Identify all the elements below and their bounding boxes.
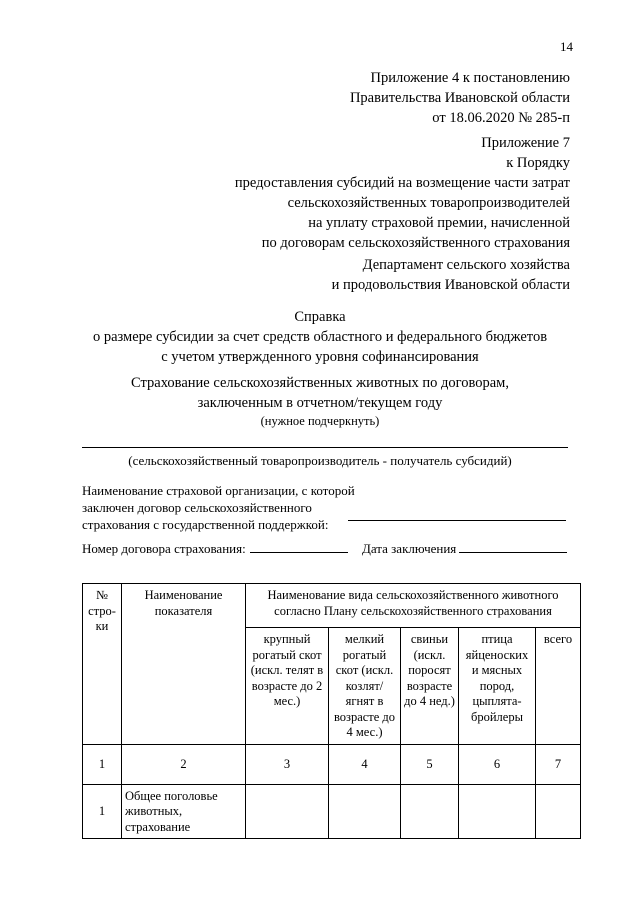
- header-row-number: № стро-ки: [83, 584, 122, 745]
- insurer-label-line: страхования с государственной поддержкой:: [82, 517, 329, 532]
- department-block: [332, 255, 570, 295]
- row-number: 1: [83, 784, 122, 839]
- table-cell[interactable]: [401, 784, 459, 839]
- appendix7-line: сельскохозяйственных товаропроизводителей: [287, 195, 570, 211]
- insurer-label: [82, 482, 355, 533]
- document-subtitle: [0, 373, 640, 429]
- appendix4-line: Приложение 4 к постановлению: [370, 70, 570, 86]
- producer-caption: (сельскохозяйственный товаропроизводитель - получатель субсидий): [128, 453, 512, 468]
- appendix4-line: от 18.06.2020 № 285-п: [432, 110, 570, 126]
- appendix4-line: Правительства Ивановской области: [349, 90, 570, 106]
- header-poultry: птица яйценоских и мясных пород, цыплята-бройлеры: [459, 628, 536, 745]
- appendix4-block: [350, 68, 570, 128]
- appendix7-block: [235, 133, 570, 253]
- row-label: Общее поголовье животных, страхование: [122, 784, 246, 839]
- page-number: 14: [560, 39, 573, 54]
- header-animal-kind: Наименование вида сельскохозяйственного животного согласно Плану сельскохозяйственного страхования: [246, 584, 581, 628]
- column-number: 5: [401, 744, 459, 784]
- document-title: [0, 307, 640, 367]
- subtitle-note: (нужное подчеркнуть): [260, 414, 380, 428]
- column-number: 4: [329, 744, 401, 784]
- appendix7-line: предоставления субсидий на возмещение части затрат: [234, 175, 570, 191]
- header-indicator: Наименование показателя: [122, 584, 246, 745]
- appendix7-line: Приложение 7: [481, 135, 570, 151]
- header-pigs: свиньи (искл. поросят возрасте до 4 нед.): [401, 628, 459, 745]
- table-cell[interactable]: [246, 784, 329, 839]
- appendix7-line: по договорам сельскохозяйственного страхования: [261, 235, 570, 251]
- table-cell[interactable]: [459, 784, 536, 839]
- insurer-label-line: заключен договор сельскохозяйственного: [82, 500, 312, 515]
- appendix7-line: к Порядку: [506, 155, 570, 171]
- producer-line[interactable]: [82, 447, 568, 448]
- contract-date-field[interactable]: [459, 552, 567, 553]
- title-line: Справка: [294, 309, 346, 325]
- subtitle-line: Страхование сельскохозяйственных животных по договорам,: [131, 375, 509, 391]
- table-cell[interactable]: [536, 784, 581, 839]
- contract-label: Номер договора страхования:: [82, 541, 246, 556]
- insurer-field[interactable]: [348, 520, 566, 521]
- title-line: с учетом утвержденного уровня софинансирования: [161, 349, 479, 365]
- contract-number-field[interactable]: [250, 552, 348, 553]
- column-number: 2: [122, 744, 246, 784]
- subtitle-line: заключенным в отчетном/текущем году: [197, 395, 443, 411]
- department-line: Департамент сельского хозяйства: [362, 257, 570, 273]
- column-number: 6: [459, 744, 536, 784]
- subsidy-table: [82, 583, 581, 839]
- table-cell[interactable]: [329, 784, 401, 839]
- column-number: 1: [83, 744, 122, 784]
- appendix7-line: на уплату страховой премии, начисленной: [308, 215, 570, 231]
- date-label: Дата заключения: [362, 541, 457, 556]
- header-small-cattle: мелкий рогатый скот (искл. козлят/ ягнят в возрасте до 4 мес.): [329, 628, 401, 745]
- column-number: 7: [536, 744, 581, 784]
- insurer-label-line: Наименование страховой организации, с которой: [82, 483, 355, 498]
- header-cattle: крупный рогатый скот (искл. телят в возрасте до 2 мес.): [246, 628, 329, 745]
- header-total: всего: [536, 628, 581, 745]
- department-line: и продовольствия Ивановской области: [331, 277, 570, 293]
- title-line: о размере субсидии за счет средств областного и федерального бюджетов: [92, 329, 548, 345]
- column-number: 3: [246, 744, 329, 784]
